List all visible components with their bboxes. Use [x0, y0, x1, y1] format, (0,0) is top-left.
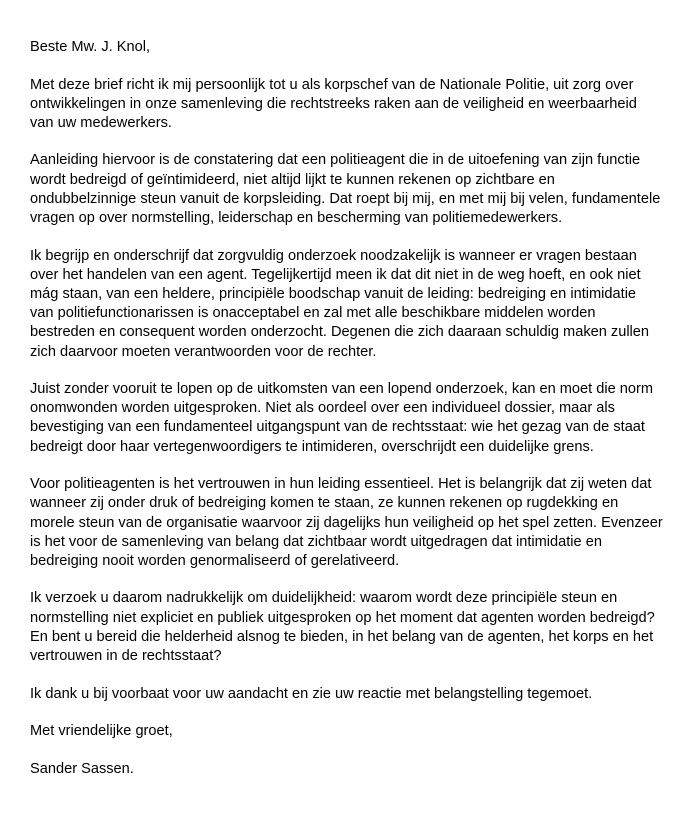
paragraph-trust: Voor politieagenten is het vertrouwen in hun leiding essentieel. Het is belangrijk dat zij weten dat wanneer zij onder druk of bedreiging komen te staan, ze kunnen rekenen op rugdekking en morele steun van de organisatie waarvoor zij dagelijks hun veiligheid op het spel zetten. Evenzeer is het voor de samenleving van belang dat zichtbaar wordt uitgedragen dat intimidatie en bedreiging nooit worden genormaliseerd of gerelativeerd.: [30, 476, 663, 569]
salutation: Beste Mw. J. Knol,: [30, 39, 151, 55]
paragraph-reason: Aanleiding hiervoor is de constatering dat een politieagent die in de uitoefening van zijn functie wordt bedreigd of geïntimideerd, niet altijd lijkt te kunnen rekenen op zichtbare en ondubbelzinnige steun vanuit de korpsleiding. Dat roept bij mij, en met mij bij velen, fundamentele vragen op over normstelling, leiderschap en bescherming van politiemedewerkers.: [30, 152, 661, 227]
paragraph-request: Ik verzoek u daarom nadrukkelijk om duidelijkheid: waarom wordt deze principiële steun en normstelling niet expliciet en publiek uitgesproken op het moment dat agenten worden bedreigd? En bent u bereid die helderheid alsnog te bieden, in het belang van de agenten, het korps en het vertrouwen in de rechtsstaat?: [30, 590, 655, 665]
signature: Sander Sassen.: [30, 760, 134, 777]
paragraph-norm: Juist zonder vooruit te lopen op de uitkomsten van een lopend onderzoek, kan en moet die norm onomwonden worden uitgesproken. Niet als oordeel over een individueel dossier, maar als bevestiging van een fundamenteel uitgangspunt van de rechtsstaat: wie het gezag van de staat bedreigt door haar vertegenwoordigers te intimideren, overschrijdt een duidelijke grens.: [30, 381, 654, 455]
paragraph-thanks: Ik dank u bij voorbaat voor uw aandacht en zie uw reactie met belangstelling tegemoet.: [30, 685, 593, 702]
paragraph-investigation: Ik begrijp en onderschrijf dat zorgvuldig onderzoek noodzakelijk is wanneer er vragen bestaan over het handelen van een agent. Tegelijkertijd meen ik dat dit niet in de weg hoeft, en ook niet mág staan, van een heldere, principiële boodschap vanuit de leiding: bedreiging en intimidatie van politiefunctionarissen is onacceptabel en zal met alle beschikbare middelen worden bestreden en consequent worden onderzocht. Degenen die zich daaraan schuldig maken zullen zich daarvoor moeten verantwoorden voor de rechter.: [30, 247, 650, 360]
closing: Met vriendelijke groet,: [30, 723, 173, 740]
paragraph-intro: Met deze brief richt ik mij persoonlijk tot u als korpschef van de Nationale Politie, uit zorg over ontwikkelingen in onze samenleving die rechtstreeks raken aan de veiligheid en weerbaarheid van uw medewerkers.: [30, 76, 637, 131]
